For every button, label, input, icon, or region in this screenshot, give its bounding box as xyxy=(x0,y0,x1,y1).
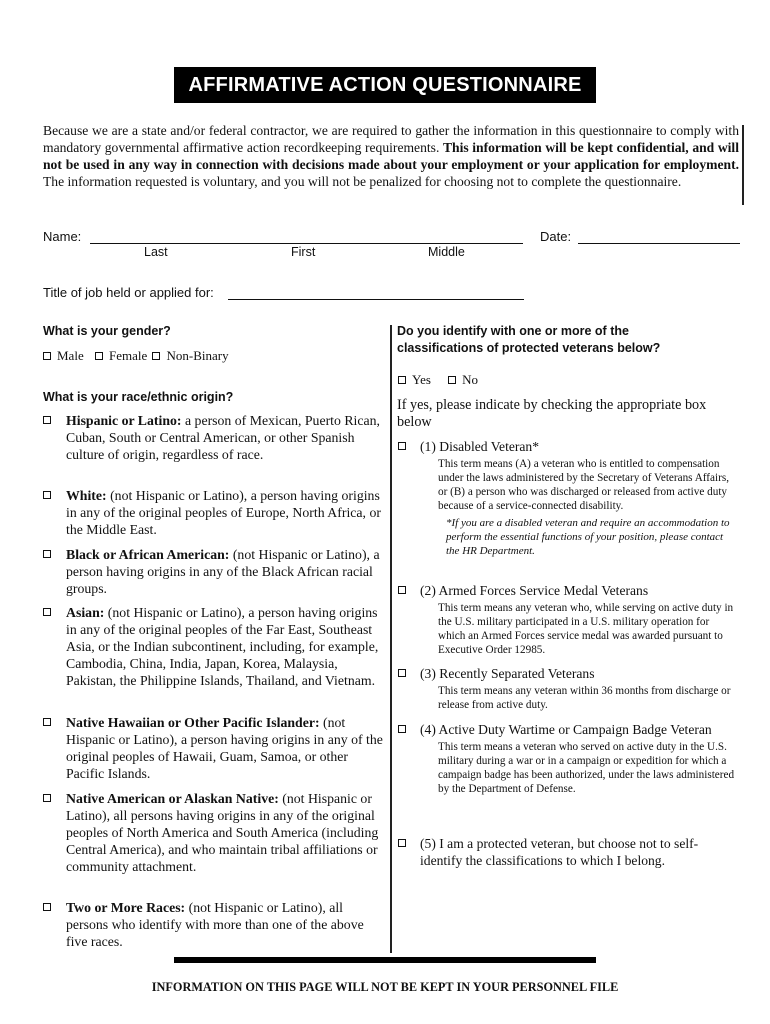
veteran-label: (5) I am a protected veteran, but choose not to self-identify the classifications to which I belong. xyxy=(420,836,699,868)
race-description: (not Hispanic or Latino), all persons having origins in any of the original peoples of North America and South America (including Central America), and who maintain tribal affiliations or community attachment. xyxy=(66,791,379,874)
checkbox-icon[interactable] xyxy=(43,416,51,424)
race-name: Black or African American: xyxy=(66,547,230,562)
middle-name-caption: Middle xyxy=(428,245,465,259)
gender-question: What is your gender? xyxy=(43,324,171,338)
race-option-black[interactable] xyxy=(43,546,383,597)
checkbox-icon[interactable] xyxy=(398,669,406,677)
checkbox-icon[interactable] xyxy=(43,608,51,616)
veteran-description: This term means any veteran within 36 months from discharge or release from active duty. xyxy=(438,685,731,711)
race-description: (not Hispanic or Latino), a person having origins in any of the Black African racial groups. xyxy=(66,547,380,596)
race-option-hispanic[interactable] xyxy=(43,412,383,463)
name-label: Name: xyxy=(43,229,82,244)
race-description: (not Hispanic or Latino), a person having origins in any of the original peoples of Europe, North Africa, or the Middle East. xyxy=(66,488,381,537)
checkbox-icon[interactable] xyxy=(398,376,406,384)
veteran-option-recently-separated[interactable] xyxy=(398,665,738,712)
margin-bar xyxy=(742,125,744,205)
intro-text: Because we are a state and/or federal contractor, we are required to gather the information in this questionnaire to comply with mandatory governmental affirmative action recordkeeping requirements. xyxy=(43,123,739,155)
race-option-white[interactable] xyxy=(43,487,383,538)
veteran-note: *If you are a disabled veteran and require an accommodation to perform the essential functions of your position, please contact the HR Department. xyxy=(446,517,730,557)
race-option-native-american[interactable] xyxy=(43,790,383,875)
bottom-rule xyxy=(174,957,596,963)
checkbox-icon[interactable] xyxy=(43,718,51,726)
checkbox-icon[interactable] xyxy=(43,794,51,802)
veteran-description: This term means a veteran who served on active duty in the U.S. military during a war or in a campaign or expedition for which a campaign badge has been authorized, under the laws administered by the Department of Defense. xyxy=(438,741,735,795)
veteran-option-disabled[interactable] xyxy=(398,438,738,558)
date-field[interactable] xyxy=(578,229,740,244)
race-option-two-or-more[interactable] xyxy=(43,899,383,950)
checkbox-icon[interactable] xyxy=(398,839,406,847)
veteran-option-choose-not[interactable] xyxy=(398,835,738,869)
race-question: What is your race/ethnic origin? xyxy=(43,390,234,404)
footer-notice: INFORMATION ON THIS PAGE WILL NOT BE KEPT IN YOUR PERSONNEL FILE xyxy=(151,980,619,994)
race-description: (not Hispanic or Latino), all persons who identify with more than one of the above five races. xyxy=(66,900,364,949)
gender-option-nonbinary[interactable]: Non-Binary xyxy=(152,348,228,363)
checkbox-icon[interactable] xyxy=(398,725,406,733)
first-name-caption: First xyxy=(291,245,316,259)
checkbox-icon[interactable] xyxy=(43,352,51,360)
veteran-option-yes[interactable]: Yes xyxy=(398,372,431,387)
checkbox-icon[interactable] xyxy=(152,352,160,360)
race-option-pacific-islander[interactable] xyxy=(43,714,383,782)
checkbox-icon[interactable] xyxy=(448,376,456,384)
veteran-yes-no xyxy=(398,372,478,388)
race-name: Asian: xyxy=(66,605,105,620)
gender-option-male[interactable]: Male xyxy=(43,348,84,363)
race-description: (not Hispanic or Latino), a person having origins in any of the original peoples of Hawaii, Guam, Samoa, or other Pacific Islands. xyxy=(66,715,383,781)
checkbox-icon[interactable] xyxy=(398,586,406,594)
checkbox-icon[interactable] xyxy=(95,352,103,360)
veteran-label: (4) Active Duty Wartime or Campaign Badge Veteran xyxy=(420,722,712,737)
race-description: a person of Mexican, Puerto Rican, Cuban, South or Central American, or other Spanish culture of origin, regardless of race. xyxy=(66,413,380,462)
veteran-option-campaign-badge[interactable] xyxy=(398,721,738,796)
veteran-description: This term means (A) a veteran who is entitled to compensation under the laws administered by the Secretary of Veterans Affairs, or (B) a person who was discharged or released from active duty because of a service-connected disability. xyxy=(438,458,729,512)
job-title-label: Title of job held or applied for: xyxy=(43,285,214,300)
veteran-option-no[interactable]: No xyxy=(448,372,478,387)
veteran-label: (3) Recently Separated Veterans xyxy=(420,666,595,681)
race-name: White: xyxy=(66,488,107,503)
race-option-asian[interactable] xyxy=(43,604,383,689)
page-title: AFFIRMATIVE ACTION QUESTIONNAIRE xyxy=(174,67,596,103)
veteran-description: This term means any veteran who, while serving on active duty in the U.S. military participated in a U.S. military operation for which an Armed Forces service medal was awarded pursuant to Executive Order 12985. xyxy=(438,602,734,656)
veteran-option-service-medal[interactable] xyxy=(398,582,738,657)
intro-paragraph xyxy=(43,122,739,190)
race-name: Native Hawaiian or Other Pacific Islander: xyxy=(66,715,320,730)
veteran-instruction: If yes, please indicate by checking the appropriate box below xyxy=(397,397,707,430)
race-description: (not Hispanic or Latino), a person having origins in any of the original peoples of the Far East, Southeast Asia, or the Indian subcontinent, including, for example, Cambodia, China, India, Japan, Korea, Malaysia, Pakistan, the Philippine Islands, Thailand, and Vietnam. xyxy=(66,605,379,688)
gender-options xyxy=(43,348,229,364)
intro-confidential-text: This information will be kept confidential, and will not be used in any way in connection with decisions made about your employment or your application for employment. xyxy=(43,140,739,172)
checkbox-icon[interactable] xyxy=(43,491,51,499)
checkbox-icon[interactable] xyxy=(43,550,51,558)
checkbox-icon[interactable] xyxy=(398,442,406,450)
checkbox-icon[interactable] xyxy=(43,903,51,911)
race-name: Two or More Races: xyxy=(66,900,186,915)
job-title-field[interactable] xyxy=(228,285,524,300)
intro-voluntary-text: The information requested is voluntary, and you will not be penalized for choosing not to complete the questionnaire. xyxy=(43,174,682,189)
name-field[interactable] xyxy=(90,229,523,244)
veteran-label: (2) Armed Forces Service Medal Veterans xyxy=(420,583,649,598)
veteran-label: (1) Disabled Veteran* xyxy=(420,439,540,454)
column-divider xyxy=(390,325,392,953)
gender-option-female[interactable]: Female xyxy=(95,348,147,363)
date-label: Date: xyxy=(540,229,572,244)
race-name: Hispanic or Latino: xyxy=(66,413,182,428)
veteran-question: Do you identify with one or more of the classifications of protected veterans below? xyxy=(397,324,661,355)
last-name-caption: Last xyxy=(144,245,168,259)
race-name: Native American or Alaskan Native: xyxy=(66,791,279,806)
